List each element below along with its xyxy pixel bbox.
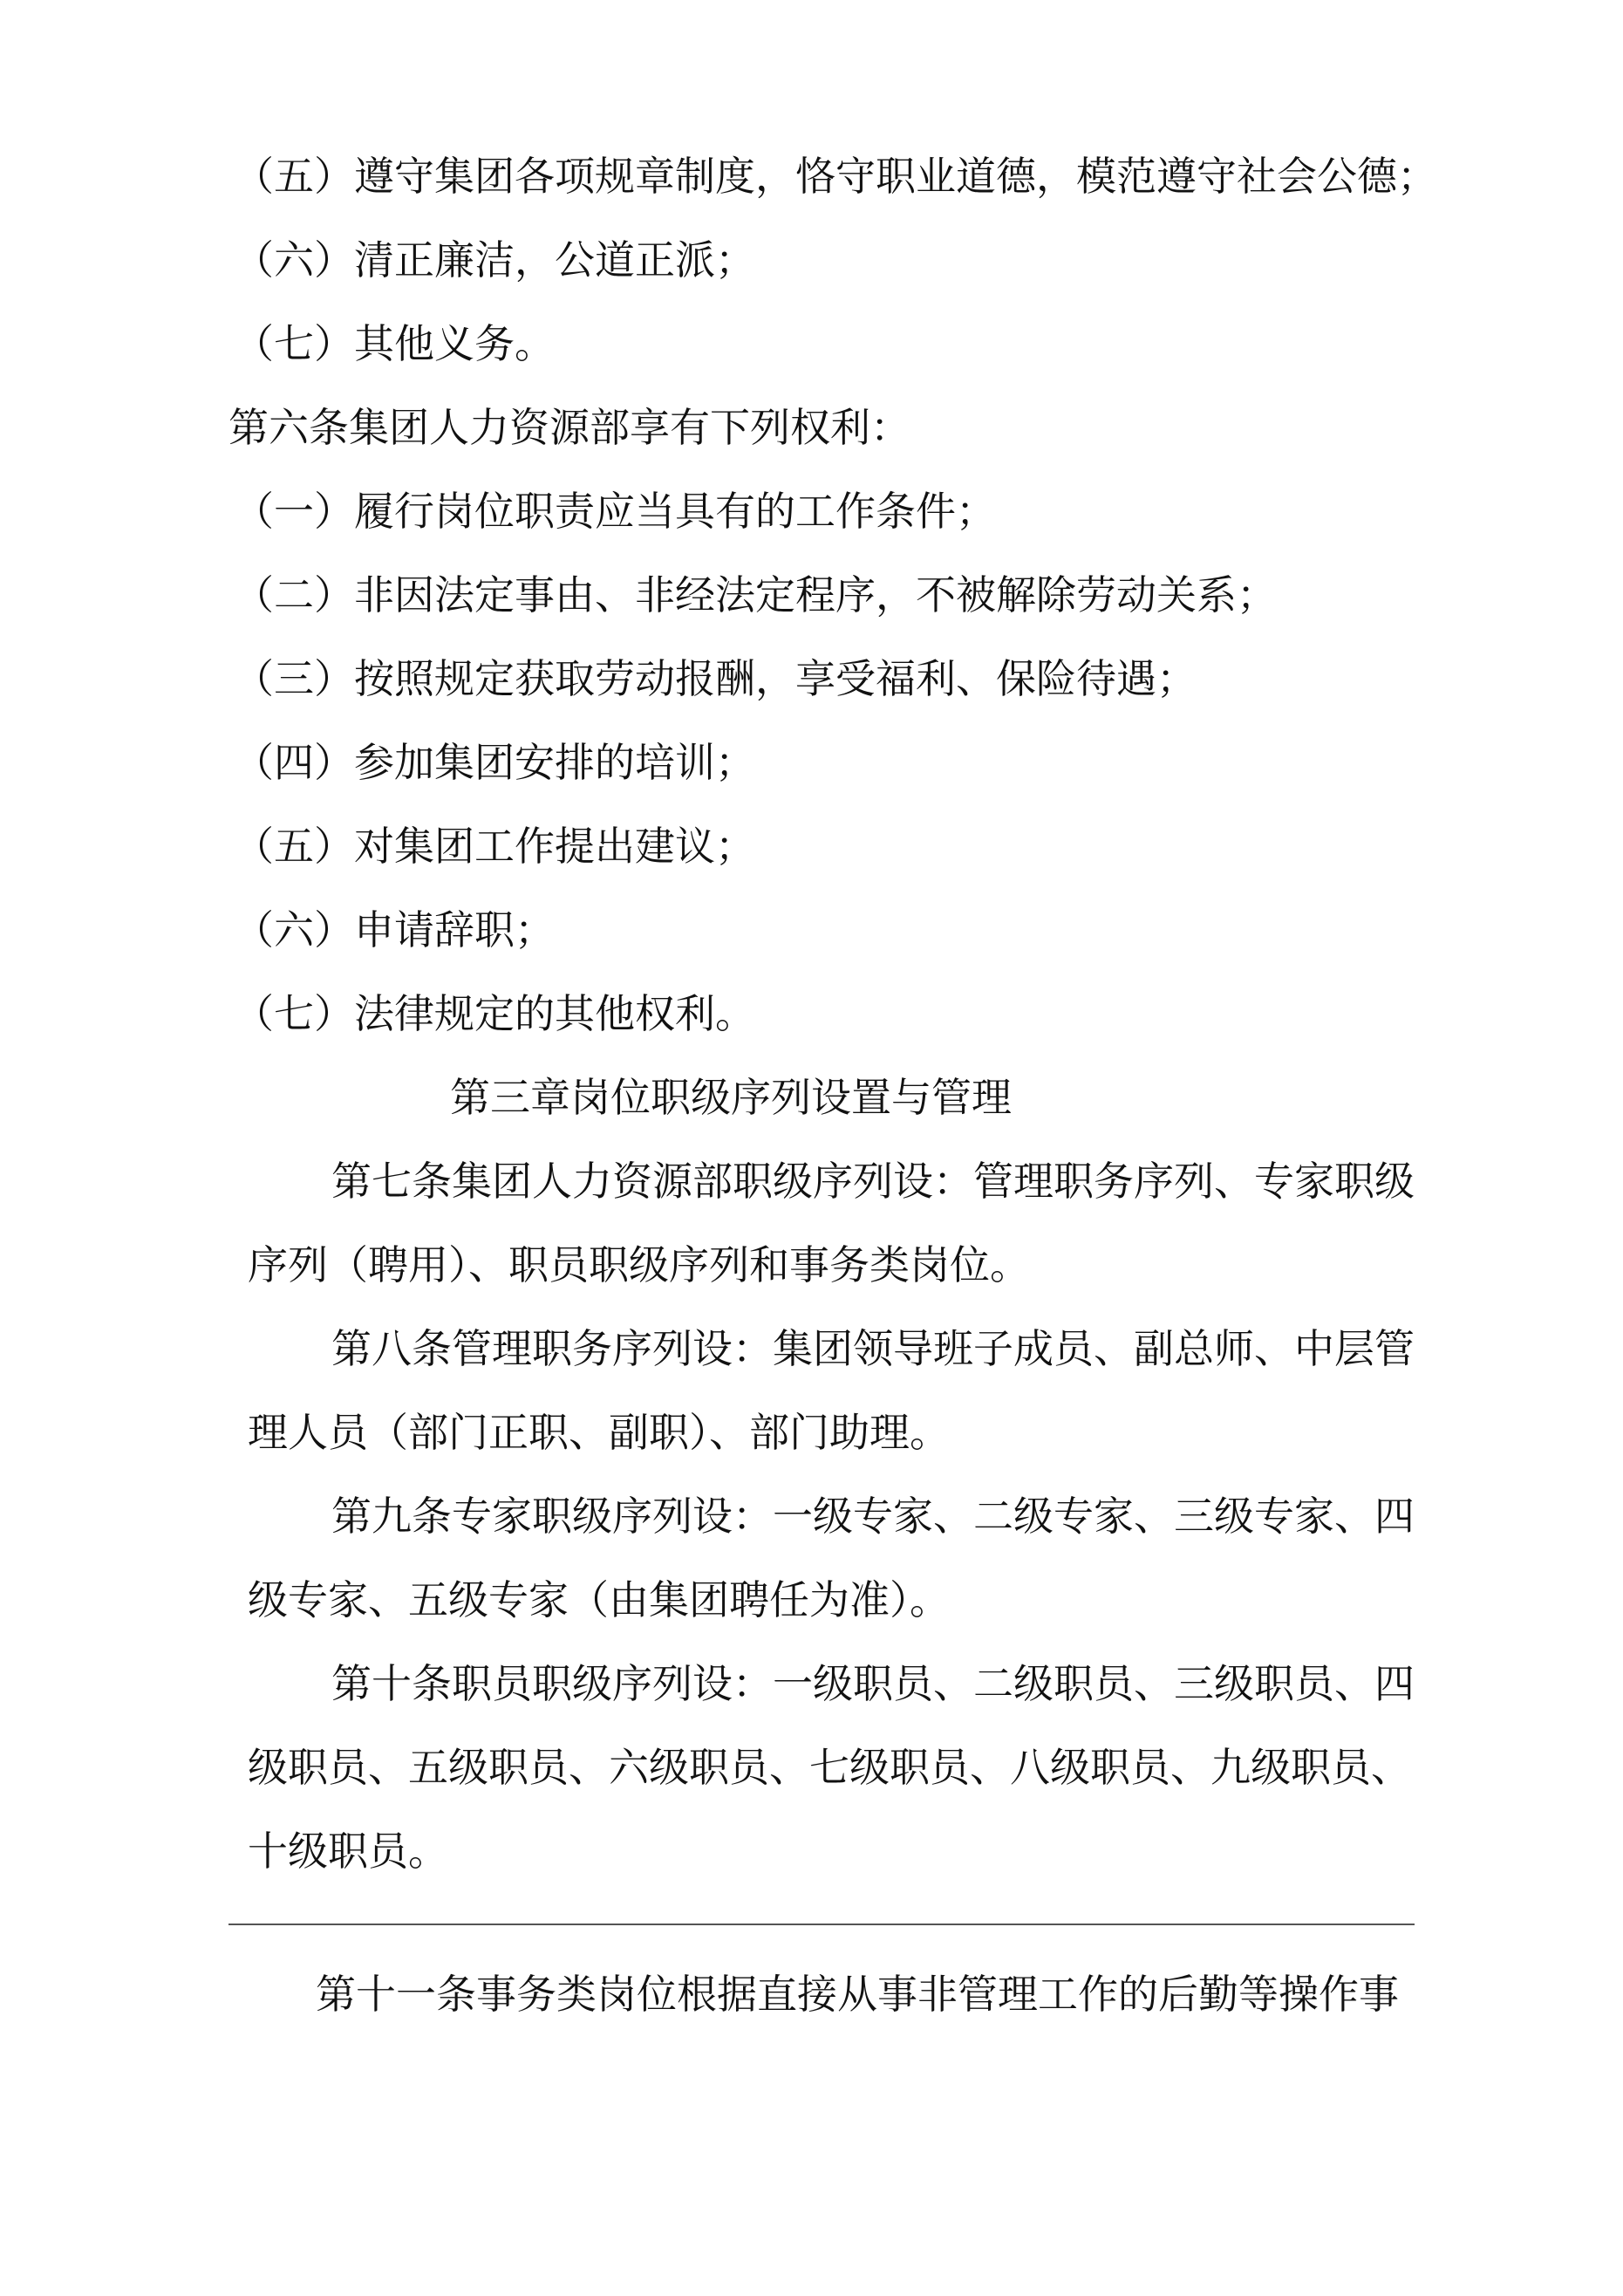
page-divider (228, 1924, 1415, 1925)
article-7-line-2: 序列（聘用）、职员职级序列和事务类岗位。 (248, 1241, 1030, 1288)
article-11-line-1: 第十一条事务类岗位根据直接从事非管理工作的后勤等操作事 (316, 1971, 1399, 2018)
article-7-line-1: 第七条集团人力资源部职级序列设：管理职务序列、专家职级 (331, 1158, 1415, 1205)
article-10-line-2: 级职员、五级职员、六级职员、七级职员、八级职员、九级职员、 (248, 1744, 1411, 1791)
article-6-heading: 第六条集团人力资源部享有下列权利： (228, 404, 910, 451)
duty-item-5: （五）遵守集团各项规章制度，恪守职业道德，模范遵守社会公德； (234, 153, 1437, 200)
article-9-line-2: 级专家、五级专家（由集团聘任为准）。 (248, 1576, 950, 1623)
duty-item-7: （七）其他义务。 (234, 320, 555, 367)
right-item-5: （五）对集团工作提出建议； (234, 823, 755, 870)
chapter-3-title: 第三章岗位职级序列设置与管理 (450, 1074, 1012, 1121)
right-item-1: （一）履行岗位职责应当具有的工作条件； (234, 488, 996, 535)
article-10-line-3: 十级职员。 (248, 1828, 448, 1875)
article-8-line-2: 理人员（部门正职、副职）、部门助理。 (248, 1409, 950, 1456)
right-item-2: （二）非因法定事由、非经法定程序，不被解除劳动关系； (234, 571, 1277, 618)
right-item-7: （七）法律规定的其他权利。 (234, 990, 755, 1037)
duty-item-6: （六）清正廉洁，公道正派； (234, 236, 755, 284)
article-10-line-1: 第十条职员职级序列设：一级职员、二级职员、三级职员、四 (331, 1660, 1415, 1707)
right-item-6: （六）申请辞职； (234, 906, 555, 953)
article-8-line-1: 第八条管理职务序列设：集团领导班子成员、副总师、中层管 (331, 1325, 1415, 1372)
article-9-line-1: 第九条专家职级序列设：一级专家、二级专家、三级专家、四 (331, 1493, 1415, 1540)
right-item-3: （三）按照规定获取劳动报酬，享受福利、保险待遇； (234, 655, 1197, 702)
right-item-4: （四）参加集团安排的培训； (234, 739, 755, 786)
